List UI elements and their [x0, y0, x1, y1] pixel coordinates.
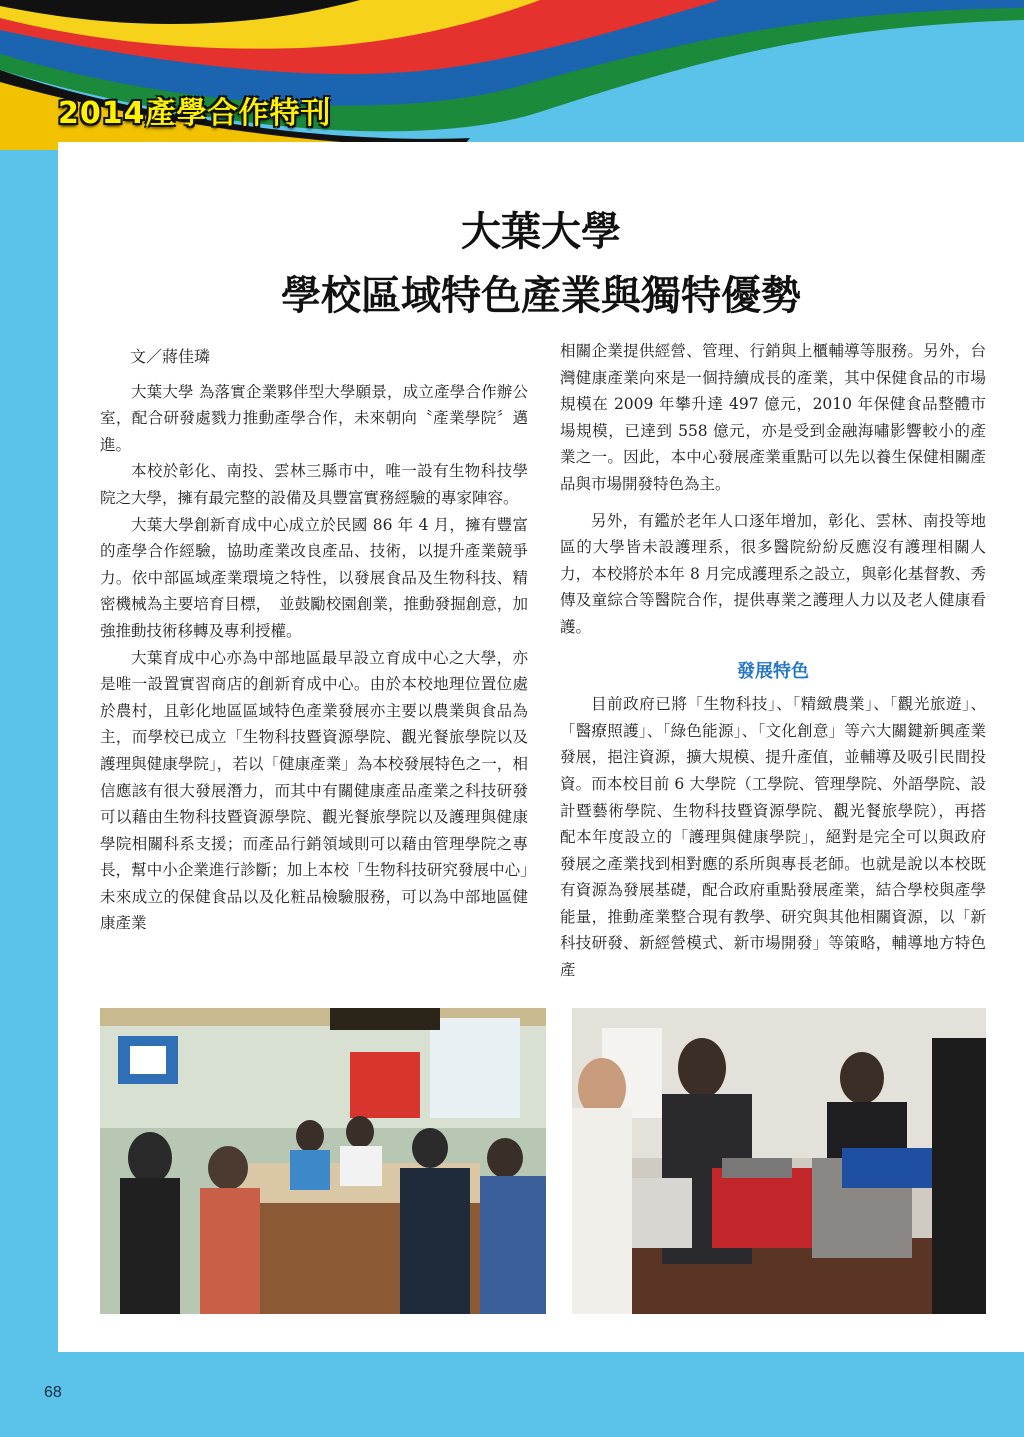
- article-right-column: [560, 338, 986, 984]
- meeting-photo: [100, 1008, 546, 1314]
- textile-photo-icon: [572, 1008, 986, 1314]
- header-brand: 2014產學合作特刊: [58, 96, 332, 131]
- paragraph: 本校於彰化、南投、雲林三縣市中，唯一設有生物科技學院之大學，擁有最完整的設備及具豐富實務經驗的專家陣容。: [100, 462, 528, 507]
- article-panel: [58, 142, 1024, 1352]
- page-number: 68: [44, 1384, 62, 1401]
- paragraph: 大葉大學創新育成中心成立於民國 86 年 4 月，擁有豐富的產學合作經驗，協助產業改良產品、技術，以提升產業競爭力。依中部區域產業環境之特性，以發展食品及生物科技、精密機械為主要培育目標， 並鼓勵校園創業，推動發掘創意，加強推動技術移轉及專利授權。: [100, 515, 528, 640]
- paragraph: 相關企業提供經營、管理、行銷與上櫃輔導等服務。另外，台灣健康產業向來是一個持續成長的產業，其中保健食品的市場規模在 2009 年攀升達 497 億元，2010 年保健食品整體市場規模，已達到 558 億元，亦是受到金融海嘯影響較小的產業之一。因此，本中心發展產業重點可以先以養生保健相關產品與市場開發特色為主。: [560, 342, 986, 493]
- meeting-photo-icon: [100, 1008, 546, 1314]
- article-title-line2: 學校區域特色產業與獨特優勢: [281, 272, 801, 319]
- paragraph: 大葉育成中心亦為中部地區最早設立育成中心之大學，亦是唯一設置實習商店的創新育成中心。由於本校地理位置位處於農村，且彰化地區區域特色產業發展亦主要以農業與食品為主，而學校已成立「生物科技暨資源學院、觀光餐旅學院以及護理與健康學院」，若以「健康產業」為本校發展特色之一，相信應該有很大發展潛力，而其中有關健康產品產業之科技研發可以藉由生物科技暨資源學院、觀光餐旅學院以及護理與健康學院相關科系支援；而產品行銷領域則可以藉由管理學院之專長，幫中小企業進行診斷；加上本校「生物科技研究發展中心」未來成立的保健食品以及化粧品檢驗服務，可以為中部地區健康產業: [100, 648, 528, 933]
- paragraph: 另外，有鑑於老年人口逐年增加，彰化、雲林、南投等地區的大學皆未設護理系，很多醫院紛紛反應沒有護理相關人力，本校將於本年 8 月完成護理系之設立，與彰化基督教、秀傳及童綜合等醫院合作，提供專業之護理人力以及老人健康看護。: [560, 511, 986, 636]
- article-left-column: [100, 344, 528, 937]
- textile-photo: [572, 1008, 986, 1314]
- article-title-line1: 大葉大學: [461, 208, 621, 255]
- byline: 文／蔣佳璘: [130, 347, 211, 366]
- paragraph: 大葉大學 為落實企業夥伴型大學願景，成立產學合作辦公室，配合研發處戮力推動產學合作，未來朝向〝產業學院〞邁進。: [100, 382, 528, 454]
- paragraph: 目前政府已將「生物科技」、「精緻農業」、「觀光旅遊」、「醫療照護」、「綠色能源」、「文化創意」等六大關鍵新興產業發展，挹注資源，擴大規模、提升產值，並輔導及吸引民間投資。而本校目前 6 大學院（工學院、管理學院、外語學院、設計暨藝術學院、生物科技暨資源學院、觀光餐旅學院），再搭配本年度設立的「護理與健康學院」，絕對是完全可以與政府發展之產業找到相對應的系所與專長老師。也就是說以本校既有資源為發展基礎，配合政府重點發展產業，結合學校與產學能量，推動產業整合現有教學、研究與其他相關資源，以「新科技研發、新經營模式、新市場開發」等策略，輔導地方特色產: [560, 695, 986, 980]
- section-heading: 發展特色: [737, 660, 809, 682]
